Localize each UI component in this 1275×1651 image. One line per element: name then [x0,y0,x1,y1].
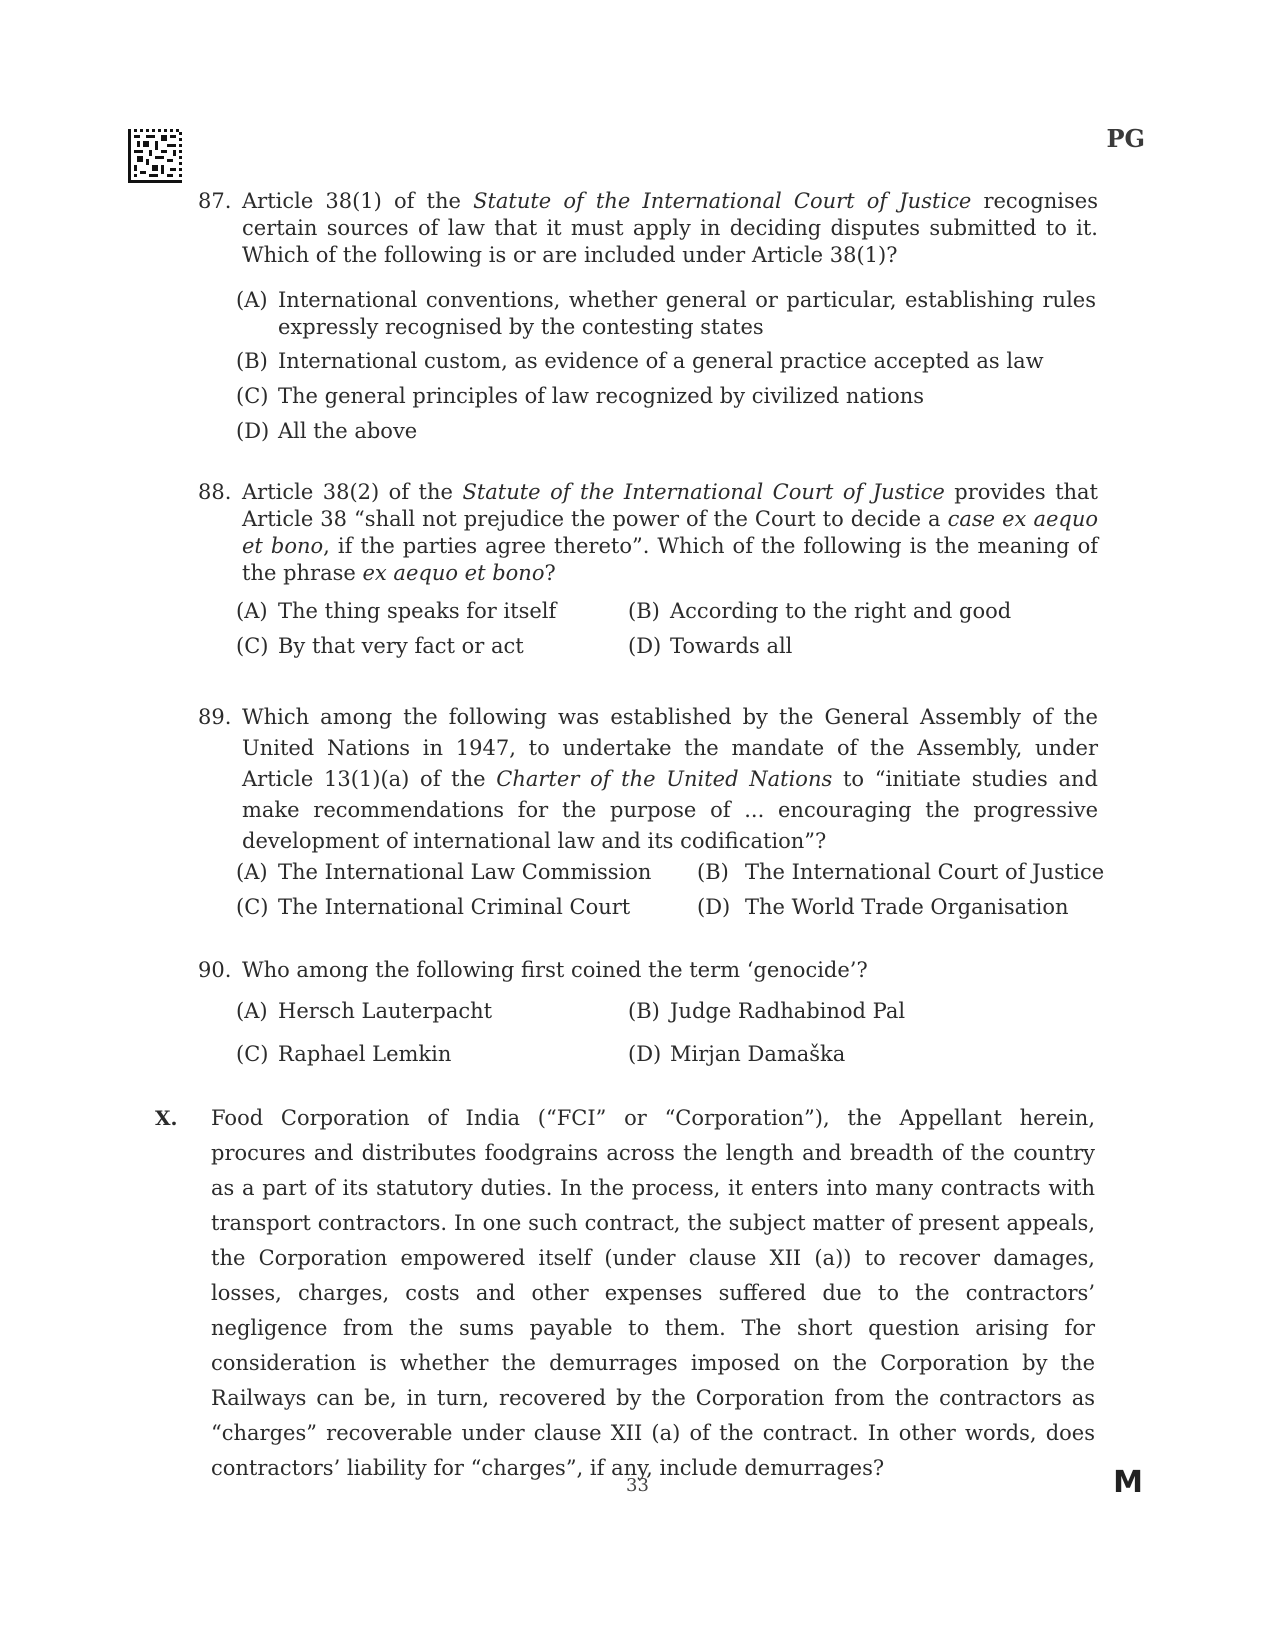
option-90-c: (C) Raphael Lemkin [236,1042,452,1066]
question-text: Who among the following first coined the term ‘genocide’? [242,958,868,982]
question-text: Article 38(2) of the Statute of the International Court of Justice provides that Article 38 “shall not prejudice the power of the Court to decide a case ex aequo et bono, if the parties agree thereto”. Which of the following is the meaning of the phrase ex aequo et bono? [242,480,1099,585]
question-number: 90. [198,958,232,982]
series-code: PG [1106,124,1145,153]
page-number: 33 [626,1475,649,1496]
option-90-a: (A) Hersch Lauterpacht [236,999,493,1023]
option-89-b: (B) The International Court of Justice [697,860,1105,884]
question-text: Which among the following was established by the General Assembly of the United Nations in 1947, to undertake the mandate of the Assembly, under Article 13(1)(a) of the Charter of the United Nations to “initiate studies and make recommendations for the purpose of ... encouraging the progressive development of international law and its codification”? [242,705,1098,853]
option-89-a: (A) The International Law Commission [236,860,652,884]
question-text: Article 38(1) of the Statute of the International Court of Justice recognises certain sources of law that it must apply in deciding disputes submitted to it. Which of the following is or are included under Article 38(1)? [242,189,1099,267]
question-90 [198,957,1098,984]
option-87-b: (B) International custom, as evidence of a general practice accepted as law [236,349,1044,373]
option-88-c: (C) By that very fact or act [236,634,524,658]
option-88-d: (D) Towards all [628,634,793,658]
question-87 [198,188,1098,269]
option-88-b: (B) According to the right and good [628,599,1012,623]
option-87-c: (C) The general principles of law recognized by civilized nations [236,384,925,408]
question-number: 88. [198,480,232,504]
option-90-b: (B) Judge Radhabinod Pal [628,999,906,1023]
set-code: M [1113,1465,1143,1500]
question-number: 89. [198,705,232,729]
passage-label: X. [155,1106,178,1130]
passage-x [155,1101,1095,1486]
question-88 [198,479,1098,587]
option-87-d: (D) All the above [236,419,418,443]
question-number: 87. [198,189,232,213]
question-89 [198,702,1098,857]
qr-code-icon [128,129,182,183]
option-88-a: (A) The thing speaks for itself [236,599,557,623]
option-89-c: (C) The International Criminal Court [236,895,631,919]
option-87-a: (A) International conventions, whether general or particular, establishing rules expressly recognised by the contesting states [236,288,1096,339]
option-90-d: (D) Mirjan Damaška [628,1042,846,1066]
option-89-d: (D) The World Trade Organisation [697,895,1069,919]
passage-text: Food Corporation of India (“FCI” or “Corporation”), the Appellant herein, procures and distributes foodgrains across the length and breadth of the country as a part of its statutory duties. In the process, it enters into many contracts with transport contractors. In one such contract, the subject matter of present appeals, the Corporation empowered itself (under clause XII (a)) to recover damages, losses, charges, costs and other expenses suffered due to the contractors’ negligence from the sums payable to them. The short question arising for consideration is whether the demurrages imposed on the Corporation by the Railways can be, in turn, recovered by the Corporation from the contractors as “charges” recoverable under clause XII (a) of the contract. In other words, does contractors’ liability for “charges”, if any, include demurrages? [211,1106,1095,1480]
